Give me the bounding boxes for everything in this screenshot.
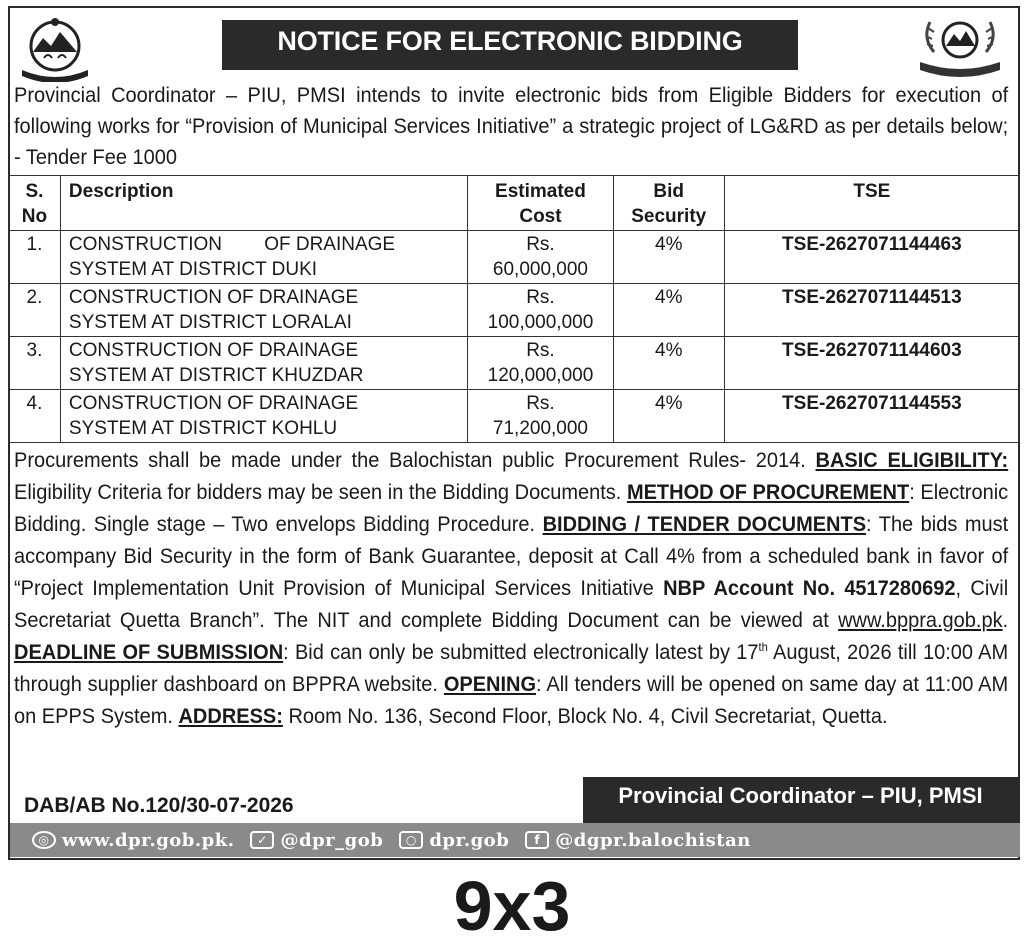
table-row (9, 231, 1020, 284)
heading-basic-eligibility: BASIC ELIGIBILITY: (815, 448, 1009, 472)
cell-sno: 1. (9, 231, 61, 284)
ad-size-label: 9x3 (453, 867, 571, 945)
bank-account: NBP Account No. 4517280692 (663, 576, 956, 600)
signatory-bar: Provincial Coordinator – PIU, PMSI (583, 777, 1018, 823)
footer-web[interactable]: ◎ www.dpr.gob.pk. (32, 830, 234, 851)
cell-tse: TSE-2627071144603 (724, 337, 1019, 390)
cell-sno: 2. (9, 284, 61, 337)
table-row (9, 390, 1020, 443)
cell-description: CONSTRUCTION OF DRAINAGE SYSTEM AT DISTRICT KOHLU (60, 390, 467, 443)
cell-description: CONSTRUCTION OF DRAINAGE SYSTEM AT DISTRICT KHUZDAR (60, 337, 467, 390)
footer-facebook[interactable]: f @dgpr.balochistan (525, 830, 751, 851)
table-row (9, 337, 1020, 390)
heading-deadline: DEADLINE OF SUBMISSION (14, 640, 284, 664)
table-row (9, 284, 1020, 337)
cell-security: 4% (613, 390, 724, 443)
heading-method-of-procurement: METHOD OF PROCUREMENT (626, 480, 910, 504)
cell-sno: 4. (9, 390, 61, 443)
cell-security: 4% (613, 231, 724, 284)
notice-body: Procurements shall be made under the Balochistan public Procurement Rules- 2014. BASIC ELIGIBILITY: Eligibility Criteria for bidders may be seen in the Bidding Documents. METHOD OF PROCUREMENT: Electronic Bidding. Single stage – Two envelops Bidding Procedure. BIDDING / TENDER DOCUMENTS: The bids must accompany Bid Security in the form of Bank Guarantee, deposit at Call 4% from a scheduled bank in favor of “Project Implementation Unit Provision of Municipal Services Initiative NBP Account No. 4517280692, Civil Secretariat Quetta Branch”. The NIT and complete Bidding Document can be viewed at www.bppra.gob.pk. DEADLINE OF SUBMISSION: Bid can only be submitted electronically latest by 17th August, 2026 till 10:00 AM through supplier dashboard on BPPRA website. OPENING: All tenders will be opened on same day at 11:00 AM on EPPS System. ADDRESS: Room No. 136, Second Floor, Block No. 4, Civil Secretariat, Quetta. (14, 448, 1009, 728)
header-description: Description (60, 176, 467, 231)
twitter-icon: ✓ (250, 831, 274, 849)
heading-address: ADDRESS: (178, 704, 283, 728)
cell-description: CONSTRUCTION OF DRAINAGE SYSTEM AT DISTRICT DUKI (60, 231, 467, 284)
cell-tse: TSE-2627071144513 (724, 284, 1019, 337)
cell-cost: Rs. 120,000,000 (468, 337, 614, 390)
reference-number: DAB/AB No.120/30-07-2026 (24, 794, 294, 817)
tender-table (8, 175, 1020, 443)
cell-tse: TSE-2627071144553 (724, 390, 1019, 443)
heading-bidding-documents: BIDDING / TENDER DOCUMENTS (542, 512, 867, 536)
header-bid-security: Bid Security (613, 176, 724, 231)
balochistan-emblem-logo (18, 14, 92, 82)
footer-twitter[interactable]: ✓ @dpr_gob (250, 830, 383, 851)
dgpr-crest-logo (914, 14, 1006, 80)
facebook-icon: f (525, 831, 549, 849)
globe-icon: ◎ (32, 831, 56, 849)
cell-cost: Rs. 100,000,000 (468, 284, 614, 337)
header-tse: TSE (724, 176, 1019, 231)
intro-paragraph: Provincial Coordinator – PIU, PMSI intends to invite electronic bids from Eligible Bidders for execution of following works for “Provision of Municipal Services Initiative” a strategic project of LG&RD as per details below; - Tender Fee 1000 (14, 83, 1009, 169)
heading-opening: OPENING (443, 672, 537, 696)
contact-footer (10, 823, 1020, 857)
cell-description: CONSTRUCTION OF DRAINAGE SYSTEM AT DISTRICT LORALAI (60, 284, 467, 337)
table-header-row (9, 176, 1020, 231)
header-estimated-cost: Estimated Cost (468, 176, 614, 231)
cell-cost: Rs. 60,000,000 (468, 231, 614, 284)
cell-cost: Rs. 71,200,000 (468, 390, 614, 443)
cell-sno: 3. (9, 337, 61, 390)
cell-tse: TSE-2627071144463 (724, 231, 1019, 284)
notice-title: NOTICE FOR ELECTRONIC BIDDING (222, 20, 798, 70)
cell-security: 4% (613, 284, 724, 337)
cell-security: 4% (613, 337, 724, 390)
bppra-website-link[interactable]: www.bppra.gob.pk (838, 608, 1003, 632)
header-sno: S. No (9, 176, 61, 231)
footer-instagram[interactable]: ○ dpr.gob (399, 830, 509, 851)
instagram-icon: ○ (399, 831, 423, 849)
